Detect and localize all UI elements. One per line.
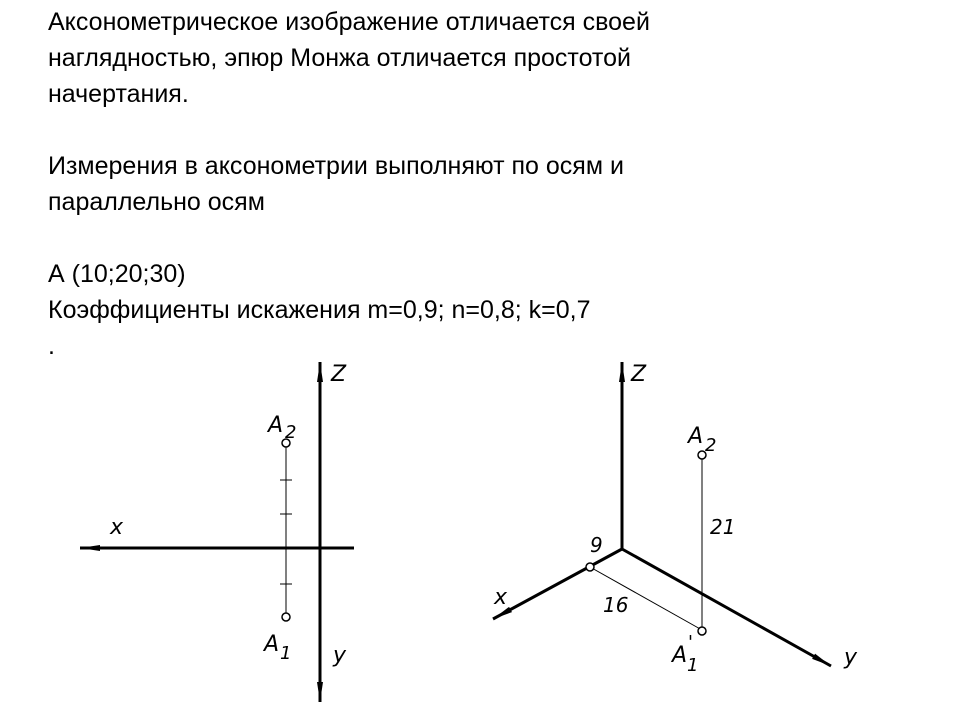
point-a1-prime bbox=[698, 627, 706, 635]
text-line: Измерения в аксонометрии выполняют по осям и bbox=[48, 152, 624, 180]
y-axis-label: y bbox=[333, 643, 347, 668]
a1-label-index: 1 bbox=[687, 655, 699, 676]
text-line: Аксонометрическое изображение отличается своей bbox=[48, 8, 650, 36]
dim-vertical-label: 21 bbox=[710, 515, 736, 539]
x-axis-label: x bbox=[110, 515, 124, 540]
point-a1 bbox=[282, 613, 290, 621]
a1-label: A bbox=[264, 632, 280, 657]
z-axis-label: Z bbox=[331, 362, 347, 387]
a2-label: A bbox=[268, 413, 284, 438]
dim-diagonal-label: 16 bbox=[603, 593, 629, 617]
a1-label-index: 1 bbox=[280, 643, 292, 664]
z-axis-label: Z bbox=[631, 362, 647, 387]
text-line: параллельно осям bbox=[48, 188, 265, 216]
text-line: наглядностью, эпюр Монжа отличается простотой bbox=[48, 44, 631, 72]
a1-label-prime: ' bbox=[688, 632, 693, 653]
y-axis-label: y bbox=[844, 645, 858, 670]
a2-label-index: 2 bbox=[285, 422, 297, 443]
y-axis bbox=[622, 549, 831, 666]
x-axis-label: x bbox=[494, 585, 508, 610]
axonometric-diagram bbox=[493, 362, 858, 676]
point-coordinates: А (10;20;30) bbox=[48, 260, 186, 288]
dot: . bbox=[48, 332, 55, 360]
monge-diagram bbox=[80, 362, 354, 702]
point-x-coordinate bbox=[586, 563, 594, 571]
text-line: начертания. bbox=[48, 80, 189, 108]
a2-label: A bbox=[688, 424, 704, 449]
distortion-coefficients: Коэффициенты искажения m=0,9; n=0,8; k=0,7 bbox=[48, 296, 591, 324]
a1-label: A bbox=[672, 643, 688, 668]
dim-x-label: 9 bbox=[590, 533, 603, 557]
a2-label-index: 2 bbox=[705, 435, 717, 456]
